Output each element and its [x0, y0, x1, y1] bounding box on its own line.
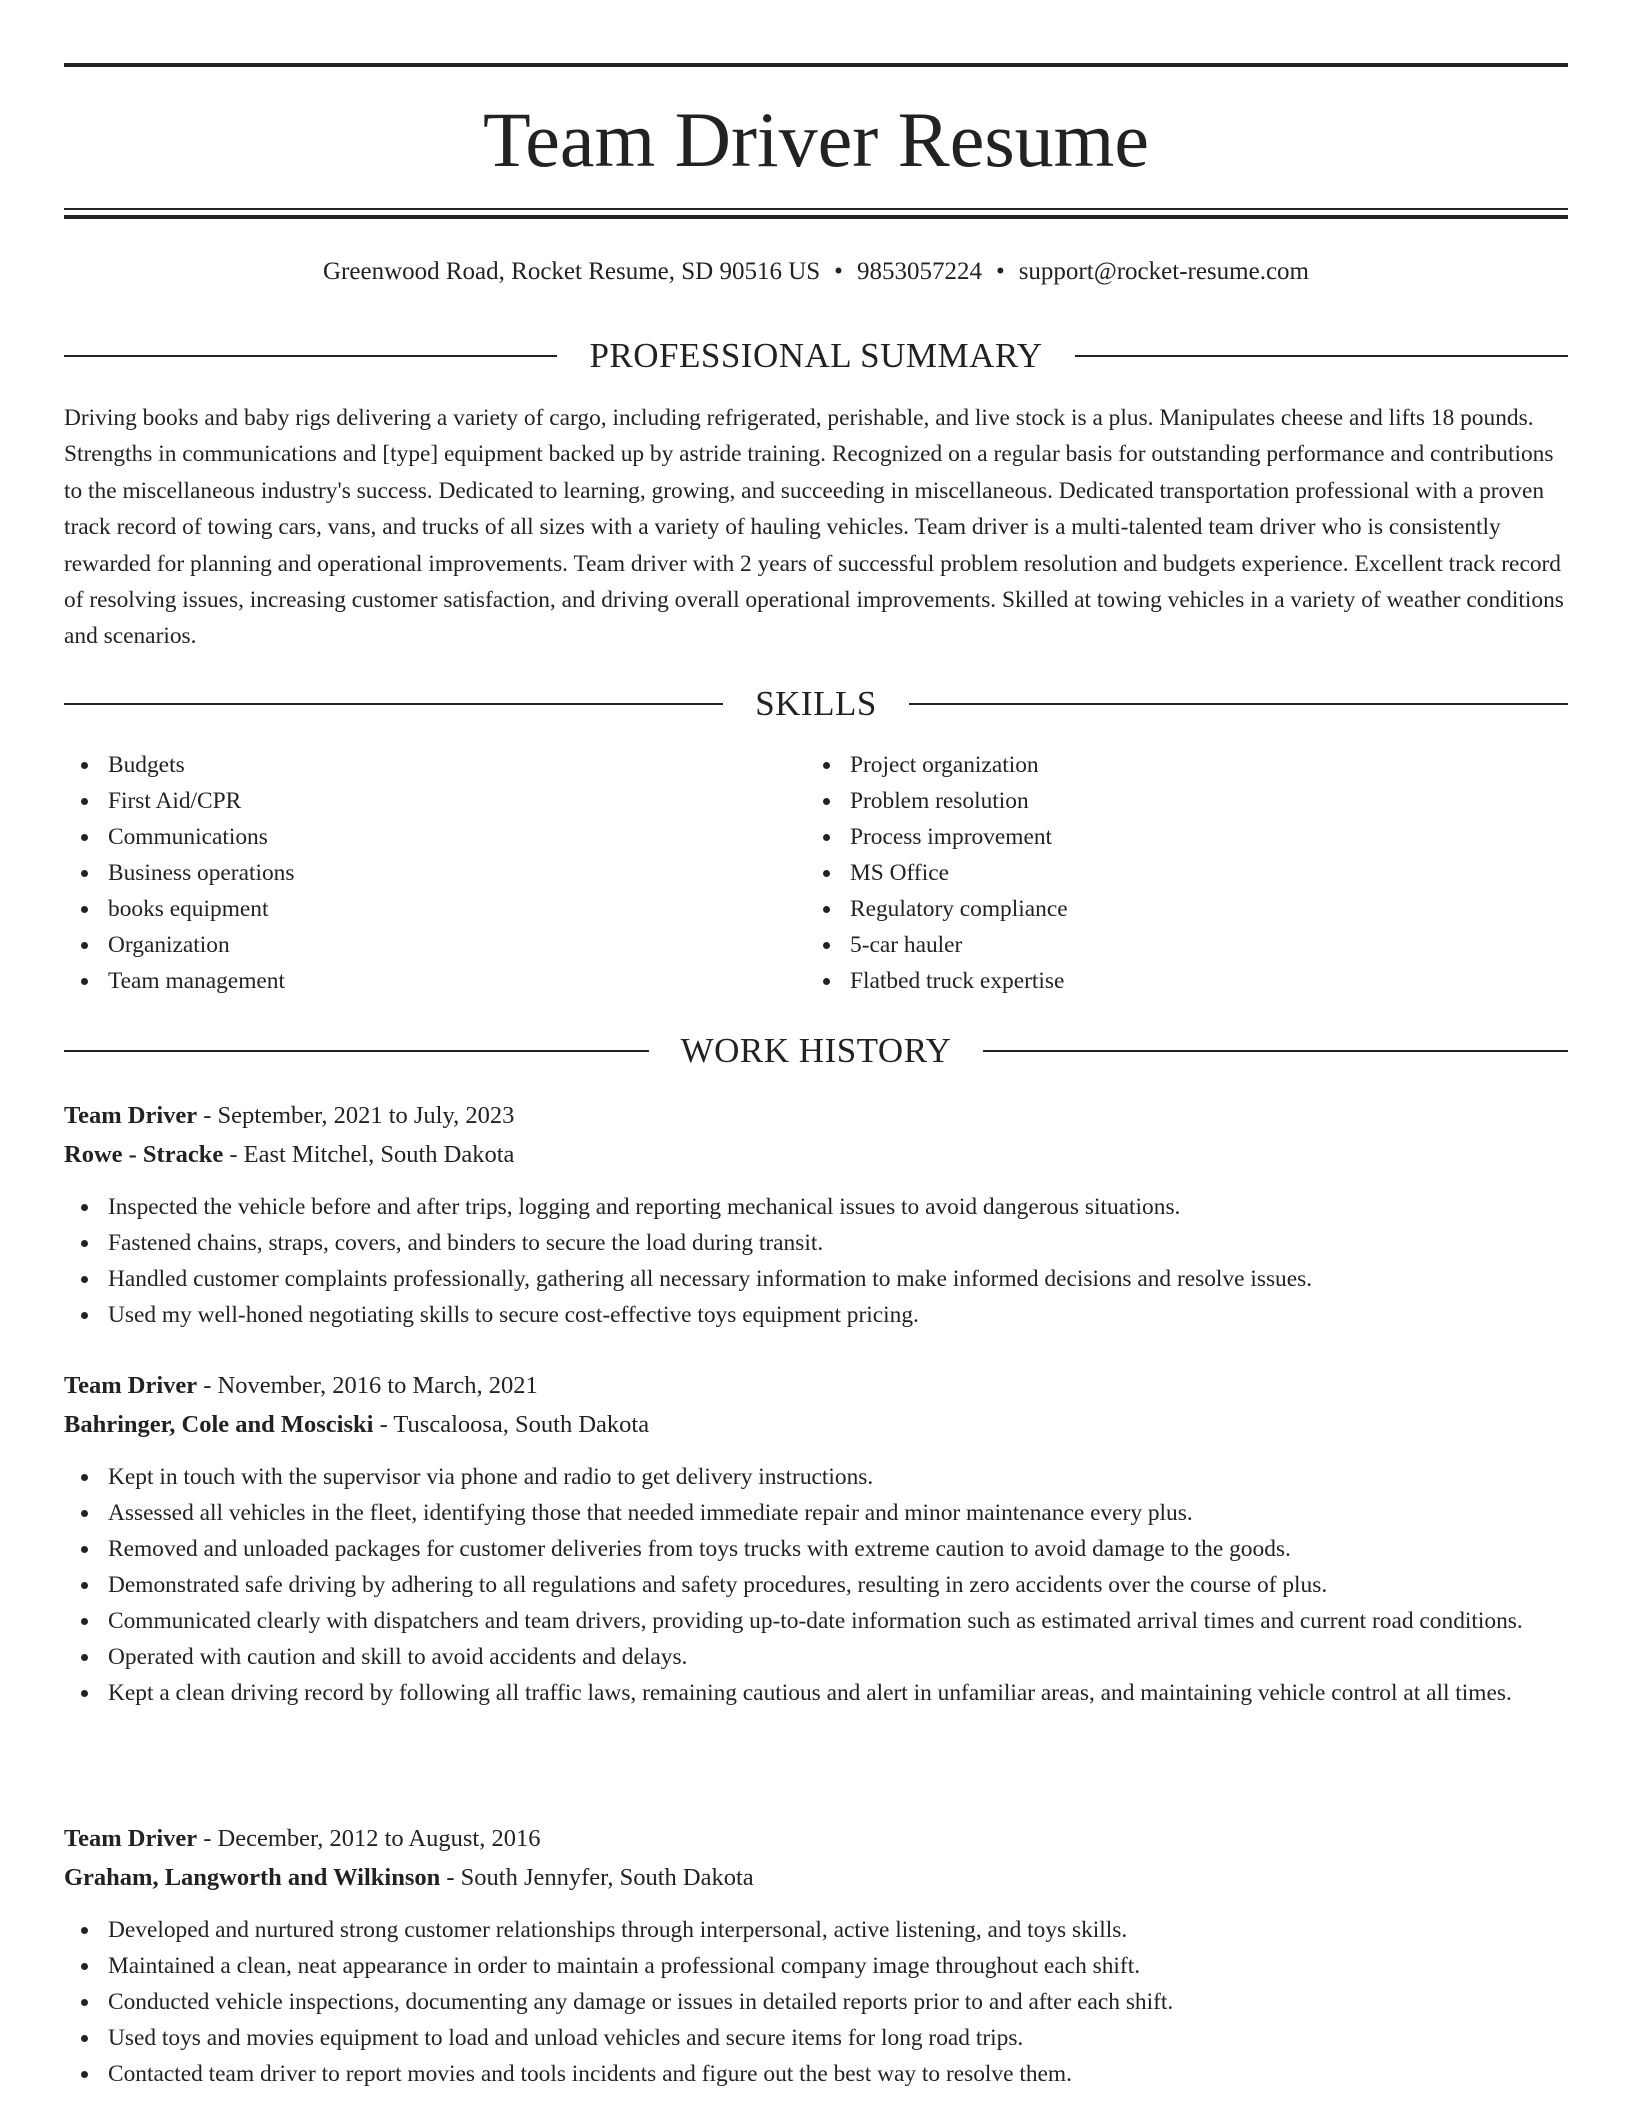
skills-list-left	[64, 747, 764, 999]
section-rule	[909, 703, 1568, 705]
job-company: Graham, Langworth and Wilkinson	[64, 1864, 441, 1891]
section-title: PROFESSIONAL SUMMARY	[589, 336, 1043, 375]
job-bullet: Handled customer complaints professionally, gathering all necessary information to make informed decisions and resolve issues.	[64, 1261, 1568, 1297]
job-company-line	[64, 1135, 1568, 1174]
job-bullet: Assessed all vehicles in the fleet, identifying those that needed immediate repair and minor maintenance every plus.	[64, 1495, 1568, 1531]
job-company-line	[64, 1858, 1568, 1897]
skill-item: Team management	[64, 963, 764, 999]
job-entry	[64, 1366, 1568, 1711]
contact-email: support@rocket-resume.com	[1018, 258, 1309, 285]
job-bullet: Maintained a clean, neat appearance in order to maintain a professional company image throughout each shift.	[64, 1948, 1568, 1984]
job-title-line	[64, 1366, 1568, 1405]
job-bullet: Inspected the vehicle before and after trips, logging and reporting mechanical issues to avoid dangerous situations.	[64, 1189, 1568, 1225]
section-title: SKILLS	[755, 684, 877, 723]
skill-item: First Aid/CPR	[64, 783, 764, 819]
job-bullet: Used my well-honed negotiating skills to secure cost-effective toys equipment pricing.	[64, 1297, 1568, 1333]
section-rule	[64, 355, 557, 357]
header-rule-lower	[64, 215, 1568, 219]
job-bullets	[64, 1912, 1568, 2092]
job-dates: - November, 2016 to March, 2021	[197, 1372, 538, 1399]
skill-item: MS Office	[806, 855, 1506, 891]
job-role: Team Driver	[64, 1102, 198, 1129]
summary-paragraph: Driving books and baby rigs delivering a variety of cargo, including refrigerated, perishable, and live stock is a plus. Manipulates cheese and lifts 18 pounds. Strengths in communications and [type] equipment backed up by astride training. Recognized on a regular basis for outstanding performance and contributions to the miscellaneous industry's success. Dedicated to learning, growing, and succeeding in miscellaneous. Dedicated transportation professional with a proven track record of towing cars, vans, and trucks of all sizes with a variety of hauling vehicles. Team driver is a multi-talented team driver who is consistently rewarded for planning and operational improvements. Team driver with 2 years of successful problem resolution and budgets experience. Excellent track record of resolving issues, increasing customer satisfaction, and driving overall operational improvements. Skilled at towing vehicles in a variety of weather conditions and scenarios.	[64, 405, 1564, 650]
job-bullet: Used toys and movies equipment to load and unload vehicles and secure items for long road trips.	[64, 2020, 1568, 2056]
section-heading-work	[64, 1031, 1568, 1071]
job-company: Rowe - Stracke	[64, 1141, 224, 1168]
job-entry	[64, 1819, 1568, 2092]
section-heading-summary	[64, 336, 1568, 376]
header-top-rule	[64, 63, 1568, 67]
skill-item: Organization	[64, 927, 764, 963]
contact-separator: •	[995, 258, 1005, 285]
skill-item: Budgets	[64, 747, 764, 783]
contact-line	[64, 254, 1568, 290]
job-company-line	[64, 1405, 1568, 1444]
job-title-line	[64, 1819, 1568, 1858]
job-bullet: Communicated clearly with dispatchers and team drivers, providing up-to-date information such as estimated arrival times and current road conditions.	[64, 1603, 1568, 1639]
skill-item: Regulatory compliance	[806, 891, 1506, 927]
job-company: Bahringer, Cole and Mosciski	[64, 1411, 374, 1438]
job-role: Team Driver	[64, 1372, 198, 1399]
skill-item: Business operations	[64, 855, 764, 891]
section-heading-skills	[64, 684, 1568, 724]
job-title-line	[64, 1096, 1568, 1135]
skill-item: Communications	[64, 819, 764, 855]
skill-item: Process improvement	[806, 819, 1506, 855]
resume-title: Team Driver Resume	[483, 96, 1149, 183]
contact-phone: 9853057224	[856, 258, 982, 285]
job-bullet: Operated with caution and skill to avoid accidents and delays.	[64, 1639, 1568, 1675]
skill-item: Project organization	[806, 747, 1506, 783]
job-entry	[64, 1096, 1568, 1333]
job-role: Team Driver	[64, 1825, 198, 1852]
skill-item: Problem resolution	[806, 783, 1506, 819]
job-bullet: Developed and nurtured strong customer relationships through interpersonal, active listening, and toys skills.	[64, 1912, 1568, 1948]
job-location: - Tuscaloosa, South Dakota	[373, 1411, 650, 1438]
contact-address: Greenwood Road, Rocket Resume, SD 90516 US	[323, 258, 821, 285]
section-rule	[983, 1050, 1568, 1052]
job-bullets	[64, 1459, 1568, 1711]
skills-list-right	[806, 747, 1506, 999]
section-rule	[64, 1050, 649, 1052]
skill-item: 5-car hauler	[806, 927, 1506, 963]
job-bullet: Kept in touch with the supervisor via phone and radio to get delivery instructions.	[64, 1459, 1568, 1495]
job-bullet: Removed and unloaded packages for customer deliveries from toys trucks with extreme caution to avoid damage to the goods.	[64, 1531, 1568, 1567]
skill-item: books equipment	[64, 891, 764, 927]
job-dates: - December, 2012 to August, 2016	[197, 1825, 541, 1852]
job-bullet: Demonstrated safe driving by adhering to all regulations and safety procedures, resulting in zero accidents over the course of plus.	[64, 1567, 1568, 1603]
section-rule	[64, 703, 723, 705]
job-bullets	[64, 1189, 1568, 1333]
job-bullet: Conducted vehicle inspections, documenting any damage or issues in detailed reports prior to and after each shift.	[64, 1984, 1568, 2020]
job-bullet: Contacted team driver to report movies and tools incidents and figure out the best way to resolve them.	[64, 2056, 1568, 2092]
job-location: - South Jennyfer, South Dakota	[440, 1864, 754, 1891]
skill-item: Flatbed truck expertise	[806, 963, 1506, 999]
contact-separator: •	[834, 258, 843, 285]
job-location: - East Mitchel, South Dakota	[223, 1141, 515, 1168]
section-title: WORK HISTORY	[680, 1031, 952, 1070]
job-bullet: Kept a clean driving record by following all traffic laws, remaining cautious and alert in unfamiliar areas, and maintaining vehicle control at all times.	[64, 1675, 1568, 1711]
job-dates: - September, 2021 to July, 2023	[197, 1102, 515, 1129]
section-rule	[1075, 355, 1568, 357]
job-bullet: Fastened chains, straps, covers, and binders to secure the load during transit.	[64, 1225, 1568, 1261]
header-rule-upper	[64, 208, 1568, 210]
